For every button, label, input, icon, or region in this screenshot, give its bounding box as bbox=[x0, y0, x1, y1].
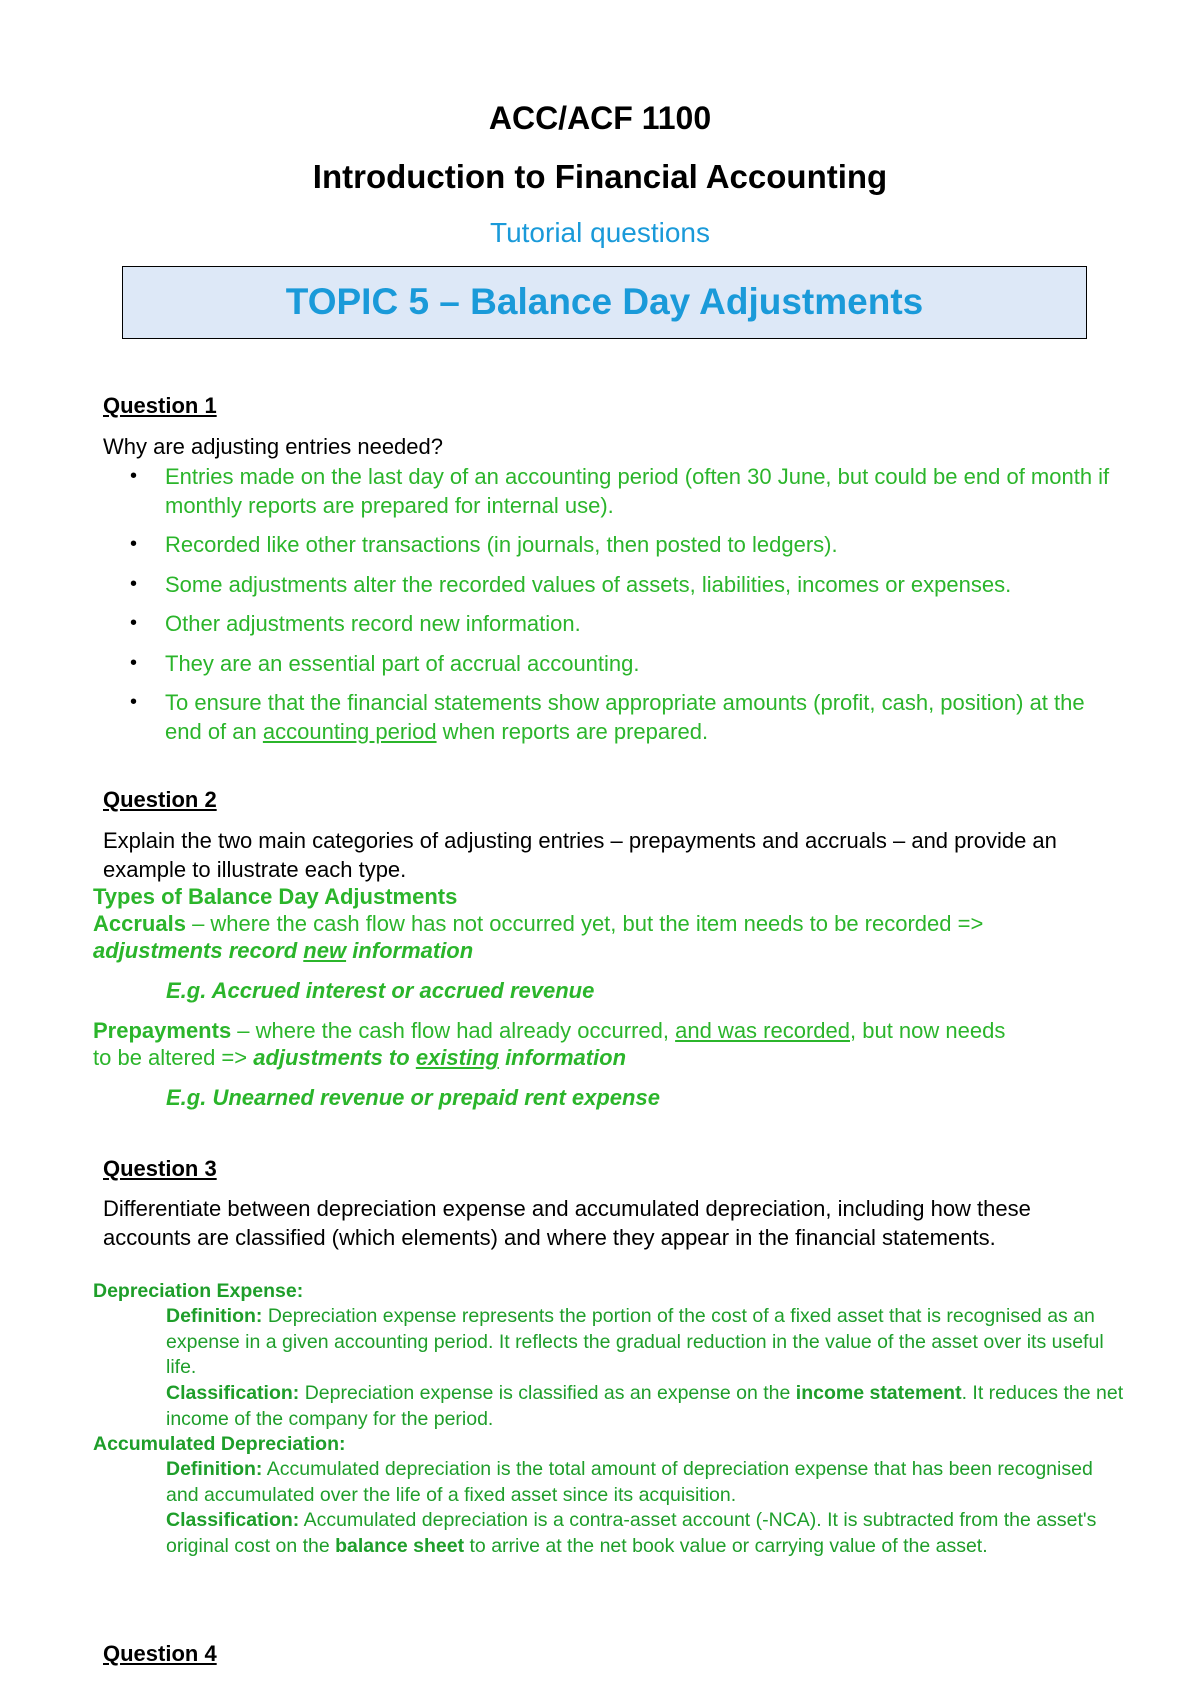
question-2-prompt: Explain the two main categories of adjusting entries – prepayments and accruals – and provide an example to illustrate each type. bbox=[103, 828, 1057, 882]
depreciation-expense-definition: Definition: Depreciation expense represents the portion of the cost of a fixed asset that is recognised as an expense in a given accounting period. It reflects the gradual reduction in the value of the asset over its useful life. bbox=[166, 1305, 1104, 1378]
question-1-answer-list bbox=[130, 463, 1125, 757]
bullet-icon: • bbox=[130, 465, 138, 487]
accruals-conclusion: adjustments record new information bbox=[93, 938, 474, 963]
question-4-heading: Question 4 bbox=[103, 1641, 217, 1666]
types-heading: Types of Balance Day Adjustments bbox=[93, 884, 458, 909]
bullet-icon: • bbox=[130, 572, 138, 595]
accumulated-depreciation-definition: Definition: Accumulated depreciation is the total amount of depreciation expense that has been recognised and accumulated over the life of a fixed asset since its acquisition. bbox=[166, 1458, 1093, 1506]
subtitle: Tutorial questions bbox=[490, 217, 710, 248]
question-3-heading: Question 3 bbox=[103, 1156, 217, 1181]
topic-title: TOPIC 5 – Balance Day Adjustments bbox=[285, 281, 924, 322]
prepayments-example: E.g. Unearned revenue or prepaid rent expense bbox=[166, 1085, 660, 1110]
accruals-example: E.g. Accrued interest or accrued revenue bbox=[166, 978, 595, 1003]
list-item: • Other adjustments record new information. bbox=[130, 611, 581, 636]
list-item: • Entries made on the last day of an accounting period (often 30 June, but could be end of month if monthly reports are prepared for internal use). bbox=[130, 464, 1110, 518]
depreciation-expense-classification: Classification: Depreciation expense is classified as an expense on the income statement. It reduces the net income of the company for the period. bbox=[166, 1382, 1124, 1430]
bullet-icon: • bbox=[130, 691, 138, 713]
bullet-icon: • bbox=[130, 651, 138, 674]
list-item: • Recorded like other transactions (in journals, then posted to ledgers). bbox=[130, 532, 838, 557]
course-title: Introduction to Financial Accounting bbox=[312, 158, 888, 195]
list-item: • They are an essential part of accrual accounting. bbox=[130, 650, 640, 676]
accruals-definition: Accruals – where the cash flow has not occurred yet, but the item needs to be recorded => bbox=[93, 911, 984, 936]
depreciation-expense-title: Depreciation Expense: bbox=[93, 1280, 304, 1302]
question-2-heading: Question 2 bbox=[103, 787, 217, 812]
prepayments-conclusion: to be altered => adjustments to existing information bbox=[93, 1045, 627, 1070]
accumulated-depreciation-title: Accumulated Depreciation: bbox=[93, 1433, 346, 1455]
question-1-heading: Question 1 bbox=[103, 393, 217, 418]
bullet-icon: • bbox=[130, 533, 138, 555]
bullet-icon: • bbox=[130, 612, 138, 634]
question-3-prompt: Differentiate between depreciation expense and accumulated depreciation, including how these accounts are classified (which elements) and where they appear in the financial statements. bbox=[103, 1196, 1031, 1250]
list-item: • Some adjustments alter the recorded values of assets, liabilities, incomes or expenses. bbox=[130, 571, 1012, 597]
accumulated-depreciation-classification: Classification: Accumulated depreciation is a contra-asset account (-NCA). It is subtracted from the asset's original cost on the balance sheet to arrive at the net book value or carrying value of the asset. bbox=[166, 1509, 1097, 1557]
prepayments-definition: Prepayments – where the cash flow had already occurred, and was recorded, but now needs bbox=[93, 1018, 1006, 1043]
list-item: • To ensure that the financial statements show appropriate amounts (profit, cash, position) at the end of an accounting period when reports are prepared. bbox=[130, 690, 1085, 744]
topic-banner bbox=[122, 266, 1087, 339]
course-code: ACC/ACF 1100 bbox=[488, 100, 712, 136]
accounting-period-link[interactable]: accounting period bbox=[262, 718, 437, 744]
question-1-prompt: Why are adjusting entries needed? bbox=[103, 434, 443, 459]
